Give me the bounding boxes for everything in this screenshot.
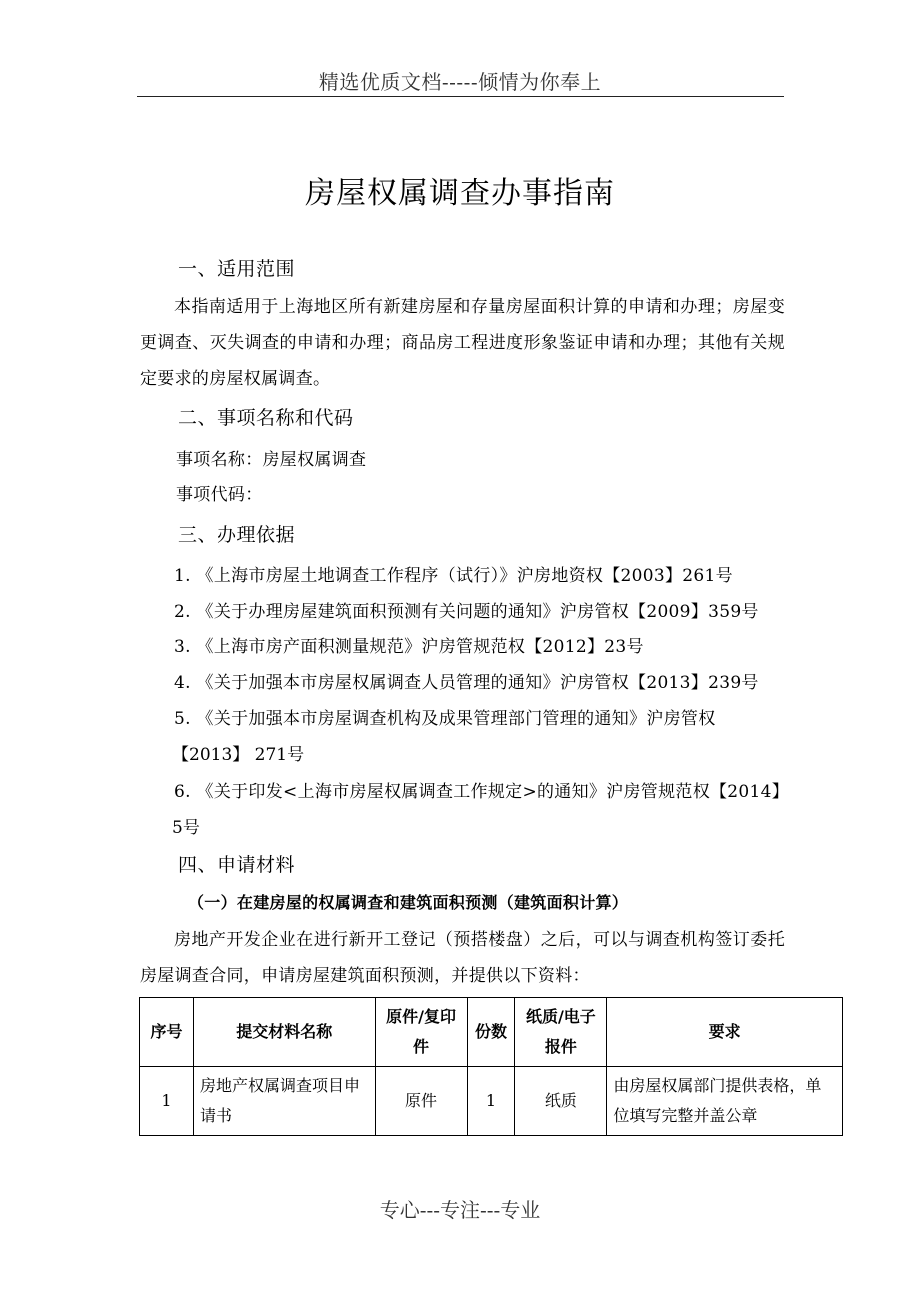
col-header-original-copy: 原件/复印件 — [375, 998, 467, 1067]
basis-item: 1. 《上海市房屋土地调查工作程序（试行）》沪房地资权【2003】261号 — [174, 566, 733, 586]
table-row — [140, 1067, 843, 1136]
basis-item: 4. 《关于加强本市房屋权属调查人员管理的通知》沪房管权【2013】239号 — [174, 673, 759, 693]
section-heading-scope: 一、适用范围 — [178, 258, 296, 280]
basis-item: 3. 《上海市房产面积测量规范》沪房管规范权【2012】23号 — [174, 637, 644, 657]
table-header-row — [140, 998, 843, 1067]
col-header-material-name: 提交材料名称 — [193, 998, 375, 1067]
col-header-index: 序号 — [140, 998, 194, 1067]
scope-paragraph: 本指南适用于上海地区所有新建房屋和存量房屋面积计算的申请和办理；房屋变更调查、灭失调查的申请和办理；商品房工程进度形象鉴证申请和办理；其他有关规定要求的房屋权属调查。 — [140, 297, 785, 389]
col-header-count: 份数 — [467, 998, 515, 1067]
document-title: 房屋权属调查办事指南 — [305, 176, 615, 211]
materials-paragraph: 房地产开发企业在进行新开工登记（预搭楼盘）之后，可以与调查机构签订委托房屋调查合同，申请房屋建筑面积预测，并提供以下资料： — [140, 930, 785, 986]
cell-requirements: 由房屋权属部门提供表格，单位填写完整并盖公章 — [607, 1067, 843, 1136]
section-heading-basis: 三、办理依据 — [178, 524, 296, 546]
item-name-line: 事项名称：房屋权属调查 — [176, 450, 367, 470]
section-heading-item-name: 二、事项名称和代码 — [178, 407, 354, 429]
cell-index: 1 — [140, 1067, 194, 1136]
basis-item-continuation: 5号 — [172, 818, 200, 838]
basis-item: 6. 《关于印发<上海市房屋权属调查工作规定>的通知》沪房管规范权【2014】 — [174, 782, 790, 802]
item-code-line: 事项代码： — [176, 485, 263, 505]
page-header: 精选优质文档-----倾情为你奉上 — [318, 70, 602, 94]
col-header-format: 纸质/电子报件 — [515, 998, 607, 1067]
basis-item: 5. 《关于加强本市房屋调查机构及成果管理部门管理的通知》沪房管权 — [174, 709, 716, 729]
basis-item-continuation: 【2013】 271号 — [172, 745, 305, 765]
basis-item: 2. 《关于办理房屋建筑面积预测有关问题的通知》沪房管权【2009】359号 — [174, 602, 759, 622]
cell-material-name: 房地产权属调查项目申请书 — [193, 1067, 375, 1136]
materials-table — [139, 997, 843, 1136]
col-header-requirements: 要求 — [607, 998, 843, 1067]
section-heading-materials: 四、申请材料 — [178, 854, 296, 876]
cell-count: 1 — [467, 1067, 515, 1136]
cell-original-copy: 原件 — [375, 1067, 467, 1136]
page-footer: 专心---专注---专业 — [379, 1198, 541, 1222]
materials-subheading: （一）在建房屋的权属调查和建筑面积预测（建筑面积计算） — [188, 893, 629, 912]
cell-format: 纸质 — [515, 1067, 607, 1136]
header-divider — [137, 96, 784, 97]
